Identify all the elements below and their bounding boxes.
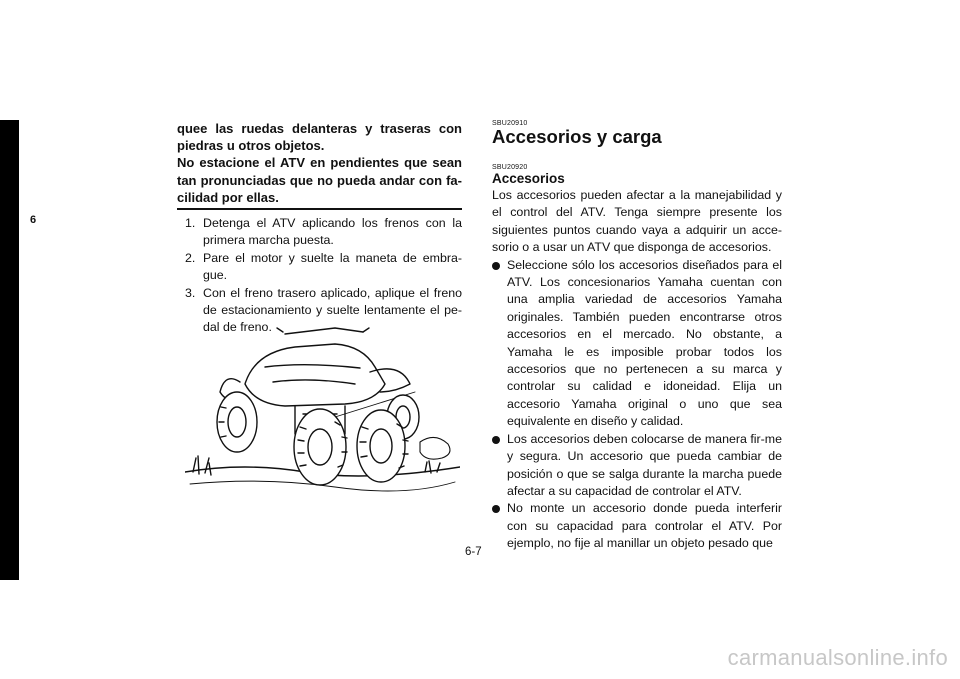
atv-parked-illustration — [185, 322, 460, 494]
page-number: 6-7 — [465, 546, 482, 558]
bullet-dot — [492, 505, 500, 513]
bullet-text: Seleccione sólo los accesorios diseñados para el ATV. Los concesionarios Yamaha cuentan con una amplia variedad de accesorios Yamaha originales. También pueden encontrarse otros accesorios en el mercado. No obstante, a Yamaha le es imposible probar todos los accesorios que no pertenecen a su marca y controlar su calidad e idoneidad. Elija un accesorio Yamaha original o uno que sea equivalente en diseño y calidad. — [507, 257, 782, 429]
section-title: Accesorios y carga — [492, 126, 662, 147]
warning-parking: No estacione el ATV en pendientes que sean tan pronunciadas que no pueda andar con fa-cilidad por ellas. — [177, 155, 462, 205]
step-number: 1. — [185, 216, 196, 231]
bullet-text: No monte un accesorio donde pueda interferir con su capacidad para controlar el ATV. Por ejemplo, no fije al manillar un objeto pesado que — [507, 501, 782, 551]
section-code: SBU20910 — [492, 120, 528, 127]
right-column — [492, 120, 782, 553]
step-text: Detenga el ATV aplicando los frenos con la primera marcha puesta. — [203, 216, 462, 248]
bullet-text: Los accesorios deben colocarse de manera fir-me y segura. Un accesorio que pueda cambiar de posición o que se salga durante la marcha puede afectar a su capacidad de controlar el ATV. — [507, 431, 782, 498]
step-item — [177, 215, 462, 250]
step-text: Con el freno trasero aplicado, aplique el freno de estacionamiento y suelte lentamente el pe-dal de freno. — [203, 285, 462, 335]
subsection-title: Accesorios — [492, 171, 565, 186]
list-item — [492, 500, 782, 552]
bullet-dot — [492, 436, 500, 444]
step-text: Pare el motor y suelte la maneta de embra-gue. — [203, 250, 462, 283]
left-column — [177, 120, 462, 337]
warning-continuation: quee las ruedas delanteras y traseras con piedras u otros objetos. — [177, 121, 462, 154]
step-number: 2. — [185, 250, 196, 265]
step-number: 3. — [185, 285, 196, 300]
chapter-tab — [0, 120, 19, 580]
bullet-dot — [492, 262, 500, 270]
list-item — [492, 257, 782, 431]
accessories-list — [492, 257, 782, 553]
subsection-code: SBU20920 — [492, 164, 528, 171]
chapter-number: 6 — [30, 214, 37, 226]
intro-paragraph: Los accesorios pueden afectar a la manejabilidad y el control del ATV. Tenga siempre presente los siguientes puntos cuando vaya a adquirir un acce-sorio o a usar un ATV que disponga de accesorios. — [492, 188, 782, 255]
step-item — [177, 250, 462, 285]
parking-steps — [177, 215, 462, 337]
list-item — [492, 431, 782, 501]
watermark: carmanualsonline.info — [727, 645, 948, 670]
warning-divider — [177, 208, 462, 210]
